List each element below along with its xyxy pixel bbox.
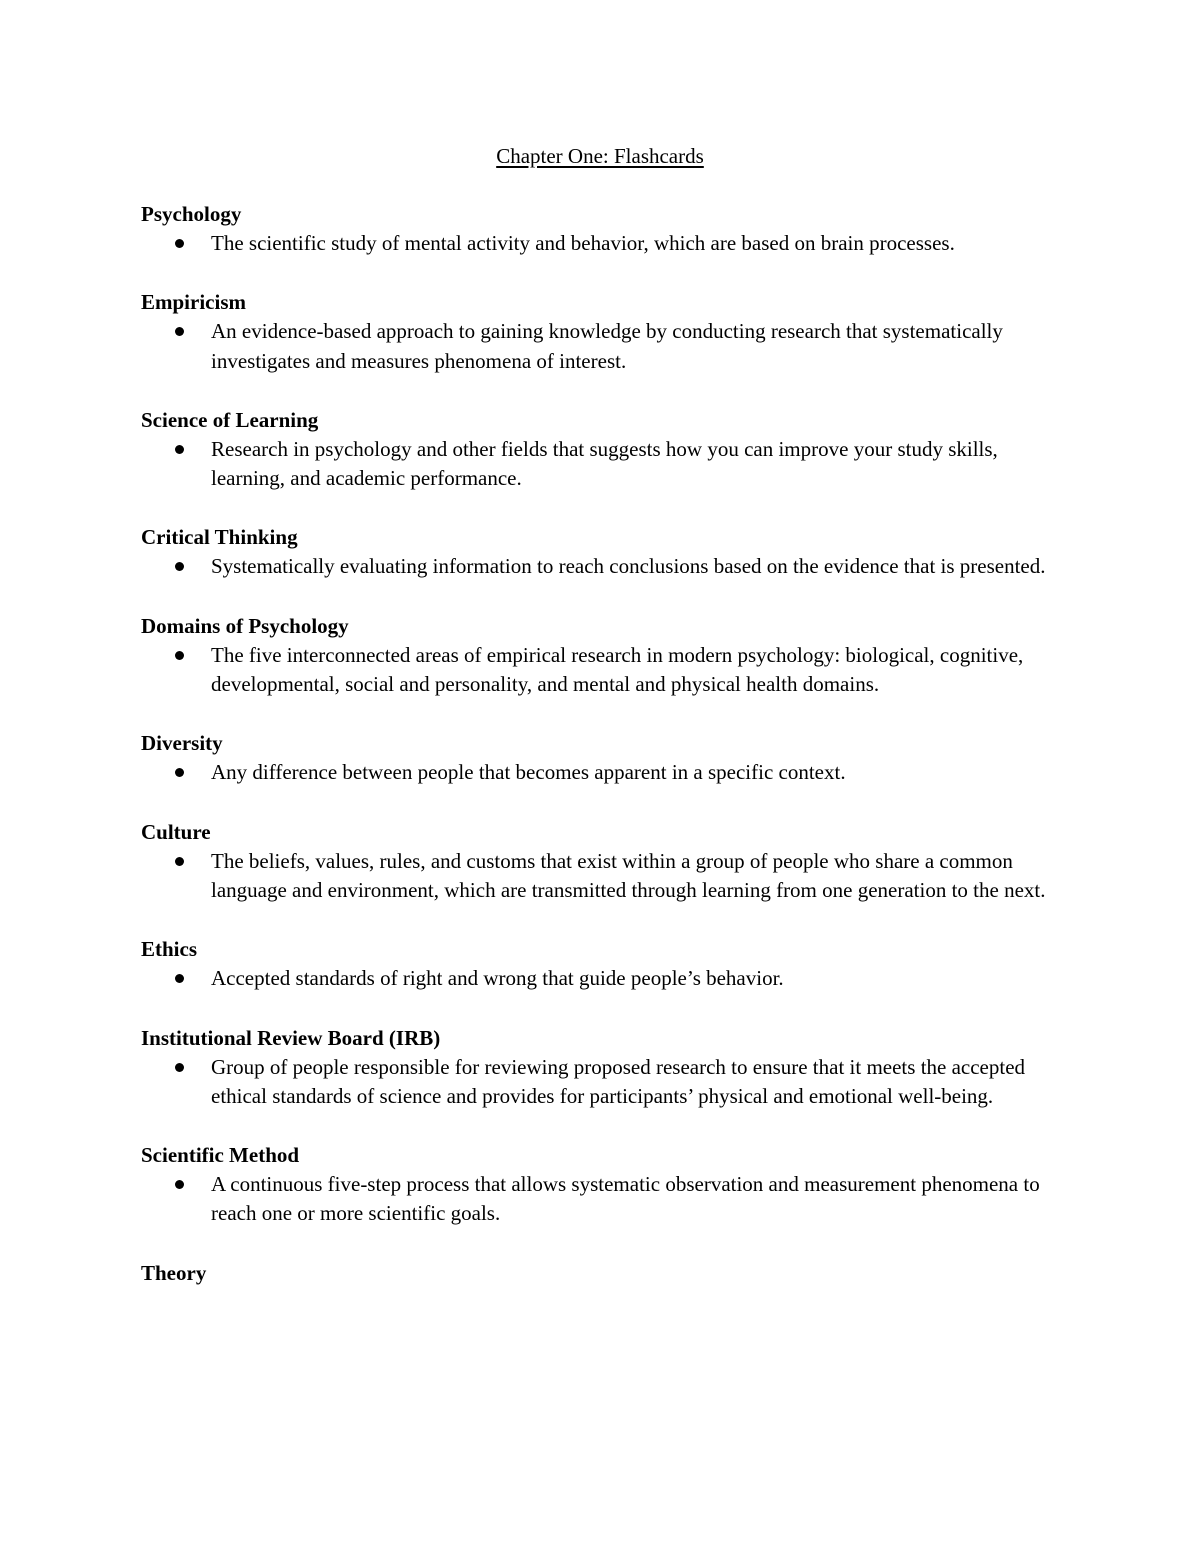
definition-text: The five interconnected areas of empirical research in modern psychology: biological, cognitive, developmental, social and personality, and mental and physical health domains. <box>211 642 1024 697</box>
bullet-icon <box>175 651 184 660</box>
definition-text: Systematically evaluating information to reach conclusions based on the evidence that is presented. <box>211 554 1046 579</box>
definition-list <box>141 1170 1061 1229</box>
definition-item <box>141 641 1061 700</box>
term-heading: Domains of Psychology <box>141 613 349 638</box>
definition-list <box>141 847 1061 906</box>
bullet-icon <box>175 857 184 866</box>
bullet-icon <box>175 239 184 248</box>
flashcard-entry <box>141 1023 1061 1112</box>
flashcard-entry <box>141 1258 1061 1288</box>
flashcard-entry <box>141 611 1061 700</box>
page-title: Chapter One: Flashcards <box>496 144 704 168</box>
term-heading: Empiricism <box>141 290 246 315</box>
flashcard-entry <box>141 817 1061 906</box>
term-heading: Institutional Review Board (IRB) <box>141 1025 441 1050</box>
bullet-icon <box>175 1180 184 1189</box>
bullet-icon <box>175 974 184 983</box>
flashcard-entry <box>141 728 1061 787</box>
definition-list <box>141 641 1061 700</box>
definition-item <box>141 964 1061 993</box>
definition-text: The beliefs, values, rules, and customs that exist within a group of people who share a common language and environment, which are transmitted through learning from one generation to the next. <box>211 848 1046 902</box>
flashcard-list <box>141 199 1061 1317</box>
flashcard-entry <box>141 199 1061 258</box>
definition-text: The scientific study of mental activity and behavior, which are based on brain processes. <box>211 231 955 255</box>
definition-list <box>141 317 1061 376</box>
term-heading: Science of Learning <box>141 407 319 432</box>
term-heading: Diversity <box>141 731 223 756</box>
definition-item <box>141 552 1061 581</box>
definition-text: Group of people responsible for reviewing proposed research to ensure that it meets the accepted ethical standards of science and provides for participants’ physical and emotional well-being. <box>211 1054 1026 1108</box>
definition-text: Research in psychology and other fields that suggests how you can improve your study skills, learning, and academic performance. <box>211 436 998 491</box>
definition-text: Any difference between people that becomes apparent in a specific context. <box>211 760 846 785</box>
definition-item <box>141 1053 1061 1112</box>
definition-item <box>141 317 1061 376</box>
flashcard-entry <box>141 1140 1061 1229</box>
definition-list <box>141 1053 1061 1112</box>
bullet-icon <box>175 1063 184 1072</box>
term-heading: Psychology <box>141 202 242 226</box>
flashcard-entry <box>141 405 1061 494</box>
bullet-icon <box>175 768 184 777</box>
definition-item <box>141 758 1061 787</box>
definition-text: A continuous five-step process that allows systematic observation and measurement phenomena to reach one or more scientific goals. <box>211 1172 1040 1226</box>
definition-list <box>141 758 1061 787</box>
term-heading: Culture <box>141 819 211 844</box>
bullet-icon <box>175 562 184 571</box>
definition-item <box>141 1170 1061 1229</box>
definition-list <box>141 964 1061 993</box>
bullet-icon <box>175 327 184 336</box>
flashcard-entry <box>141 287 1061 376</box>
term-heading: Scientific Method <box>141 1143 300 1168</box>
bullet-icon <box>175 445 184 454</box>
definition-text: Accepted standards of right and wrong that guide people’s behavior. <box>211 966 784 991</box>
definition-item <box>141 847 1061 906</box>
term-heading: Critical Thinking <box>141 525 298 550</box>
term-heading: Theory <box>141 1260 207 1285</box>
definition-list <box>141 229 1061 258</box>
definition-list <box>141 435 1061 494</box>
term-heading: Ethics <box>141 937 198 962</box>
definition-item <box>141 229 1061 258</box>
flashcard-entry <box>141 934 1061 993</box>
definition-item <box>141 435 1061 494</box>
definition-list <box>141 552 1061 581</box>
definition-text: An evidence-based approach to gaining knowledge by conducting research that systematically investigates and measures phenomena of interest. <box>211 319 1003 373</box>
flashcard-entry <box>141 522 1061 581</box>
